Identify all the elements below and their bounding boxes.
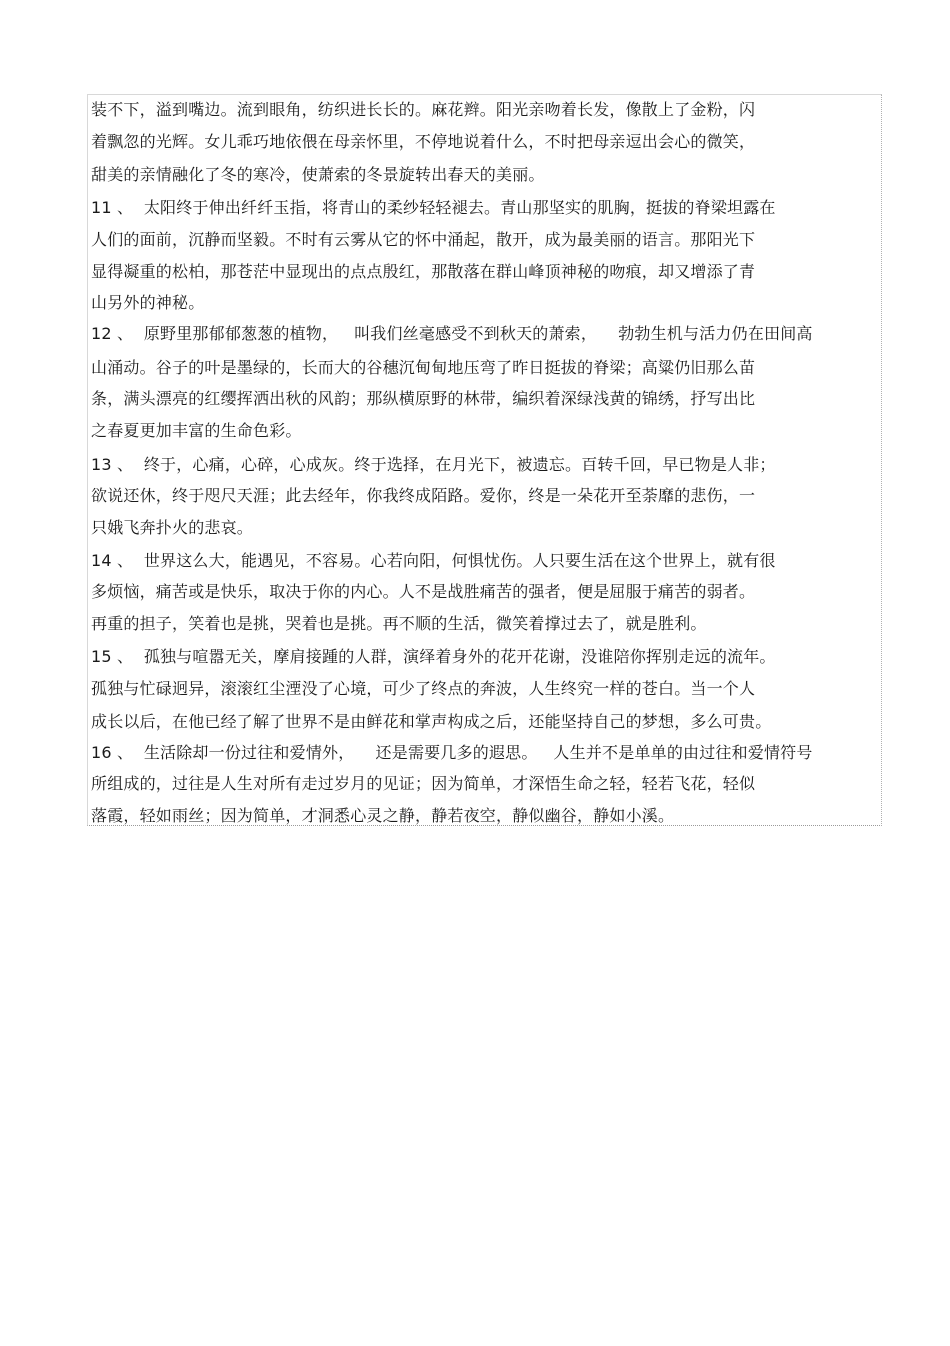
text-line: 16 、 生活除却一份过往和爱情外， 还是需要几多的遐思。 人生并不是单单的由过往和爱情符号 [91,743,813,762]
text-line: 所组成的，过往是人生对所有走过岁月的见证；因为简单，才深悟生命之轻，轻若飞花，轻似 [91,774,756,793]
text-line: 只娥飞奔扑火的悲哀。 [91,518,254,537]
text-line: 落霞，轻如雨丝；因为简单，才洞悉心灵之静，静若夜空，静似幽谷，静如小溪。 [91,806,675,825]
text-line: 山另外的神秘。 [91,293,205,312]
text-line: 之春夏更加丰富的生命色彩。 [91,421,302,440]
text-line: 欲说还休，终于咫尺天涯；此去经年，你我终成陌路。爱你，终是一朵花开至荼靡的悲伤，一 [91,486,756,505]
text-line: 条，满头漂亮的红缨挥洒出秋的风韵；那纵横原野的林带，编织着深绿浅黄的锦绣，抒写出比 [91,389,756,408]
text-line: 多烦恼，痛苦或是快乐，取决于你的内心。人不是战胜痛苦的强者，便是屈服于痛苦的弱者。 [91,582,756,601]
text-line: 人们的面前，沉静而坚毅。不时有云雾从它的怀中涌起，散开，成为最美丽的语言。那阳光下 [91,230,756,249]
text-line: 显得凝重的松柏，那苍茫中显现出的点点殷红，那散落在群山峰顶神秘的吻痕，却又增添了青 [91,262,756,281]
text-line: 12 、 原野里那郁郁葱葱的植物， 叫我们丝毫感受不到秋天的萧索， 勃勃生机与活力仍在田间高 [91,324,813,343]
text-line: 成长以后，在他已经了解了世界不是由鲜花和掌声构成之后，还能坚持自己的梦想，多么可贵。 [91,712,772,731]
text-line: 11 、 太阳终于伸出纤纤玉指，将青山的柔纱轻轻褪去。青山那坚实的肌胸，挺拔的脊梁坦露在 [91,198,776,217]
text-line: 孤独与忙碌迥异，滚滚红尘湮没了心境，可少了终点的奔波，人生终究一样的苍白。当一个人 [91,679,756,698]
text-line: 装不下，溢到嘴边。流到眼角，纺织进长长的。麻花辫。阳光亲吻着长发，像散上了金粉，闪 [91,100,756,119]
text-line: 15 、 孤独与喧嚣无关，摩肩接踵的人群，演绎着身外的花开花谢，没谁陪你挥别走远的流年。 [91,647,776,666]
text-line: 甜美的亲情融化了冬的寒冷，使萧索的冬景旋转出春天的美丽。 [91,165,545,184]
text-line: 再重的担子，笑着也是挑，哭着也是挑。再不顺的生活，微笑着撑过去了，就是胜利。 [91,614,707,633]
text-line: 着飘忽的光辉。女儿乖巧地依偎在母亲怀里，不停地说着什么，不时把母亲逗出会心的微笑， [91,132,756,151]
text-line: 山涌动。谷子的叶是墨绿的，长而大的谷穗沉甸甸地压弯了昨日挺拔的脊梁；高粱仍旧那么苗 [91,358,756,377]
text-line: 13 、 终于，心痛，心碎，心成灰。终于选择，在月光下，被遗忘。百转千回，早已物是人非； [91,455,776,474]
text-line: 14 、 世界这么大，能遇见，不容易。心若向阳，何惧忧伤。人只要生活在这个世界上，就有很 [91,551,776,570]
